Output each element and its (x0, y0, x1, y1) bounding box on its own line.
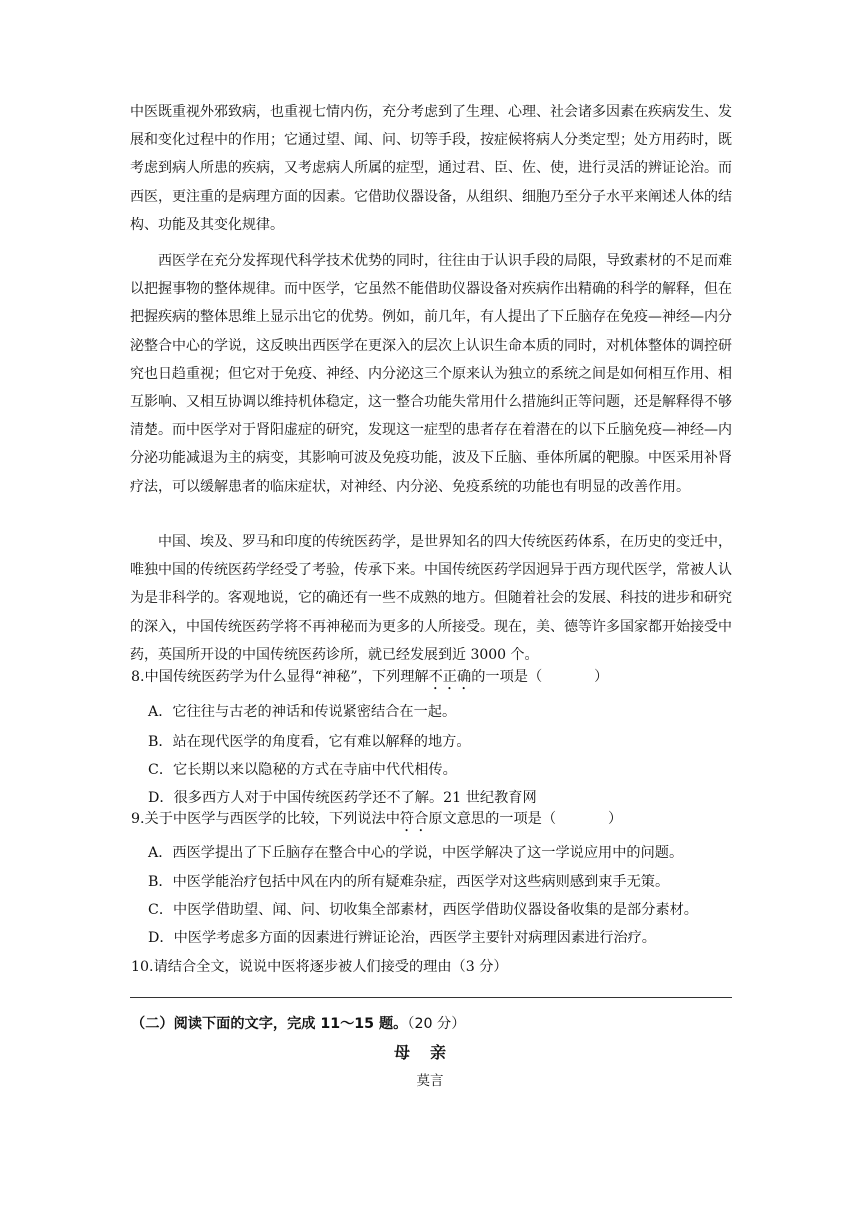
question-9-option-a: A．西医学提出了下丘脑存在整合中心的学说，中医学解决了这一学说应用中的问题。 (148, 845, 684, 861)
question-8-option-d: D．很多西方人对于中国传统医药学还不了解。21 世纪教育网 (148, 790, 537, 806)
story-title: 母亲 (393, 1043, 466, 1062)
question-8-stem (131, 666, 608, 693)
section-divider (130, 997, 732, 998)
question-9-stem (131, 808, 622, 835)
question-9-text: 9.关于中医学与西医学的比较，下列说法中 (131, 811, 400, 827)
question-8-option-c: C．它长期以来以隐秘的方式在寺庙中代代相传。 (148, 762, 457, 778)
story-author: 莫言 (416, 1073, 444, 1089)
section-2-heading-text: （二）阅读下面的文字，完成 11～15 题。 (131, 1016, 408, 1032)
question-8-text: 8.中国传统医药学为什么显得“神秘”，下列理解 (131, 669, 429, 685)
question-10: 10.请结合全文，说说中医将逐步被人们接受的理由（3 分） (131, 959, 508, 975)
question-8-option-b: B．站在现代医学的角度看，它有难以解释的地方。 (148, 734, 471, 750)
passage-paragraph-3: 中国、埃及、罗马和印度的传统医药学，是世界知名的四大传统医药体系，在历史的变迁中，唯独中国的传统医药学经受了考验，传承下来。中国传统医药学因迥异于西方现代医学，常被人认为是非科学的。客观地说，它的确还有一些不成熟的地方。但随着社会的发展、科技的进步和研究的深入，中国传统医药学将不再神秘而为更多的人所接受。现在，美、德等许多国家都开始接受中药，英国所开设的中国传统医药诊所，就已经发展到近 3000 个。 (130, 534, 732, 663)
section-2-score: （20 分） (407, 1016, 466, 1032)
section-2-heading (131, 1013, 465, 1033)
passage-paragraph-2: 西医学在充分发挥现代科学技术优势的同时，往往由于认识手段的局限，导致素材的不足而难以把握事物的整体规律。而中医学，它虽然不能借助仪器设备对疾病作出精确的科学的解释，但在把握疾病的整体思维上显示出它的优势。例如，前几年，有人提出了下丘脑存在免疫—神经—内分泌整合中心的学说，这反映出西医学在更深入的层次上认识生命本质的同时，对机体整体的调控研究也日趋重视；但它对于免疫、神经、内分泌这三个原来认为独立的系统之间是如何相互作用、相互影响、又相互协调以维持机体稳定，这一整合功能失常用什么措施纠正等问题，还是解释得不够清楚。而中医学对于肾阳虚症的研究，发现这一症型的患者存在着潜在的以下丘脑免疫—神经—内分泌功能减退为主的病变，其影响可波及免疫功能，波及下丘脑、垂体所属的靶腺。中医采用补肾疗法，可以缓解患者的临床症状，对神经、内分泌、免疫系统的功能也有明显的改善作用。 (130, 253, 732, 495)
question-8-emphasis: 不正确 (428, 669, 472, 685)
question-9-text-tail: 原文意思的一项是（ (428, 811, 557, 827)
question-9-option-b: B．中医学能治疗包括中风在内的所有疑难杂症，西医学对这些病则感到束手无策。 (148, 874, 670, 890)
question-8-text-tail: 的一项是（ (471, 669, 543, 685)
question-9-option-c: C．中医学借助望、闻、问、切收集全部素材，西医学借助仪器设备收集的是部分素材。 (148, 902, 698, 918)
question-8-option-a: A．它往往与古老的神话和传说紧密结合在一起。 (148, 704, 457, 720)
question-9-option-d: D．中医学考虑多方面的因素进行辨证论治，西医学主要针对病理因素进行治疗。 (148, 930, 656, 946)
question-9-emphasis: 符合 (399, 811, 429, 827)
question-8-close: ） (594, 669, 609, 685)
passage-paragraph-1: 中医既重视外邪致病，也重视七情内伤，充分考虑到了生理、心理、社会诸多因素在疾病发生、发展和变化过程中的作用；它通过望、闻、问、切等手段，按症候将病人分类定型；处方用药时，既考虑到病人所患的疾病，又考虑病人所属的症型，通过君、臣、佐、使，进行灵活的辨证论治。而西医，更注重的是病理方面的因素。它借助仪器设备，从组织、细胞乃至分子水平来阐述人体的结构、功能及其变化规律。 (130, 104, 732, 233)
question-9-close: ） (608, 811, 623, 827)
